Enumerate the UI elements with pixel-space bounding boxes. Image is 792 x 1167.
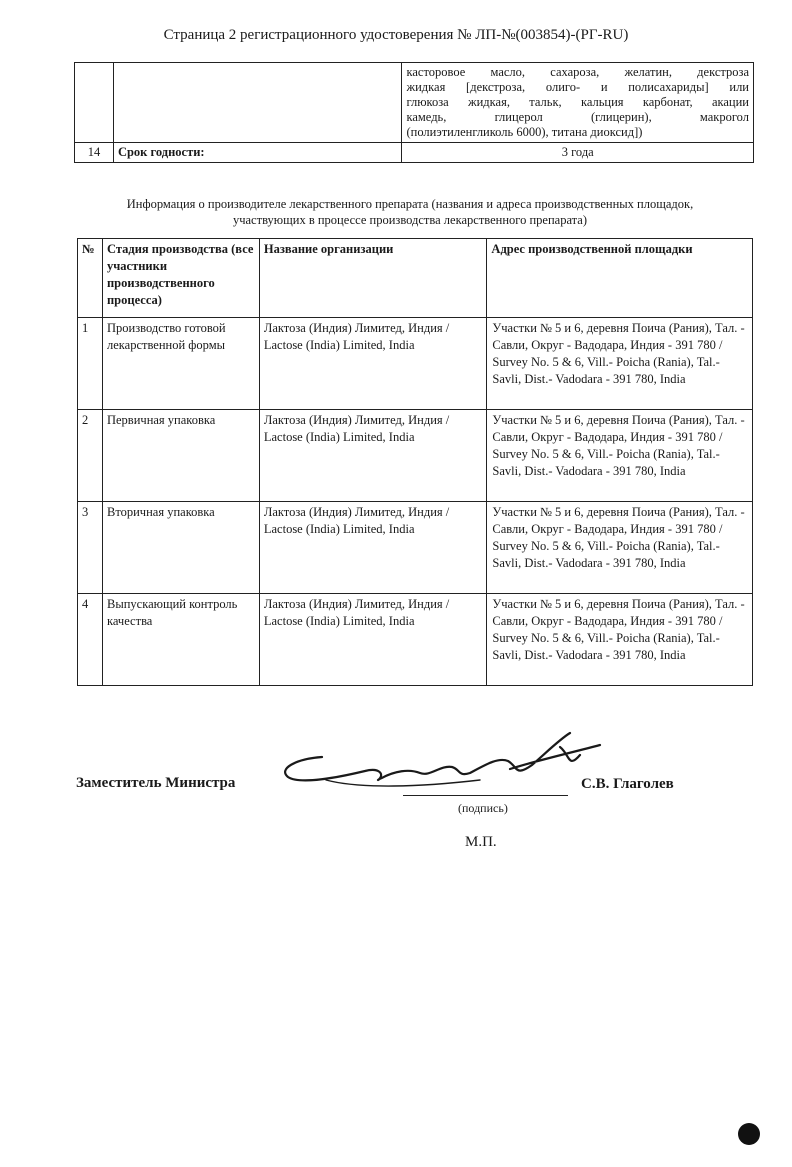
info-title-line: участвующих в процессе производства лекарственного препарата) [232,213,588,227]
table-row [78,318,753,410]
col-header-num: № [78,239,103,318]
row-org: Лактоза (Индия) Лимитед, Индия / Lactose (India) Limited, India [259,318,487,410]
manufacturer-table-header [78,239,753,318]
row-stage: Первичная упаковка [102,410,259,502]
signature-note: (подпись) [458,801,508,815]
row-stage: Выпускающий контроль качества [102,594,259,686]
excipients-line: камедь, глицерол (глицерин), макрогол [406,110,749,124]
row-addr: Участки № 5 и 6, деревня Поича (Рания), Тал. - Савли, Округ - Вадодара, Индия - 391 780 / Survey No. 5 & 6, Vill.- Poicha (Rania), Tal.- Savli, Dist.- Vadodara - 391 780, India [487,318,753,410]
handwritten-signature [270,725,610,805]
info-title-line: Информация о производителе лекарственного препарата (названия и адреса производственных площадок, [126,197,694,211]
row-num: 3 [78,502,103,594]
excipients-line: жидкая [декстроза, олиго- и полисахариды] или [406,80,749,94]
scan-dot [738,1123,760,1145]
stamp-place: М.П. [465,834,497,850]
table-row [78,410,753,502]
shelf-life-label: Срок годности: [113,143,402,163]
excipients-label-cell [113,63,402,143]
row-num: 1 [78,318,103,410]
row-org: Лактоза (Индия) Лимитед, Индия / Lactose (India) Limited, India [259,502,487,594]
table-row [78,502,753,594]
col-header-addr: Адрес производственной площадки [487,239,753,318]
row-stage: Вторичная упаковка [102,502,259,594]
excipients-line: глюкоза жидкая, тальк, кальция карбонат, акации [406,95,749,109]
col-header-stage: Стадия производства (все участники производственного процесса) [102,239,259,318]
table-row [78,594,753,686]
col-header-org: Название организации [259,239,487,318]
shelf-life-row [75,143,754,163]
manufacturer-info-title [60,196,760,228]
row-num: 2 [78,410,103,502]
signatory-name: С.В. Глаголев [581,776,674,792]
row-num: 4 [78,594,103,686]
excipients-row [75,63,754,143]
excipients-line: (полиэтиленгликоль 6000), титана диоксид]) [406,125,643,139]
row-addr: Участки № 5 и 6, деревня Поича (Рания), Тал. - Савли, Округ - Вадодара, Индия - 391 780 / Survey No. 5 & 6, Vill.- Poicha (Rania), Tal.- Savli, Dist.- Vadodara - 391 780, India [487,502,753,594]
row-addr: Участки № 5 и 6, деревня Поича (Рания), Тал. - Савли, Округ - Вадодара, Индия - 391 780 / Survey No. 5 & 6, Vill.- Poicha (Rania), Tal.- Savli, Dist.- Vadodara - 391 780, India [487,410,753,502]
row-org: Лактоза (Индия) Лимитед, Индия / Lactose (India) Limited, India [259,594,487,686]
position-label: Заместитель Министра [76,775,236,791]
row-org: Лактоза (Индия) Лимитед, Индия / Lactose (India) Limited, India [259,410,487,502]
excipients-line: касторовое масло, сахароза, желатин, декстроза [406,65,749,79]
signature-line [403,795,568,796]
shelf-life-value: 3 года [402,143,754,163]
page-header: Страница 2 регистрационного удостоверения № ЛП-№(003854)-(РГ-RU) [163,27,629,43]
composition-table [74,62,754,163]
excipients-cell [402,63,754,143]
shelf-life-num: 14 [75,143,114,163]
excipients-num-cell [75,63,114,143]
row-stage: Производство готовой лекарственной формы [102,318,259,410]
row-addr: Участки № 5 и 6, деревня Поича (Рания), Тал. - Савли, Округ - Вадодара, Индия - 391 780 / Survey No. 5 & 6, Vill.- Poicha (Rania), Tal.- Savli, Dist.- Vadodara - 391 780, India [487,594,753,686]
manufacturer-table [77,238,753,686]
